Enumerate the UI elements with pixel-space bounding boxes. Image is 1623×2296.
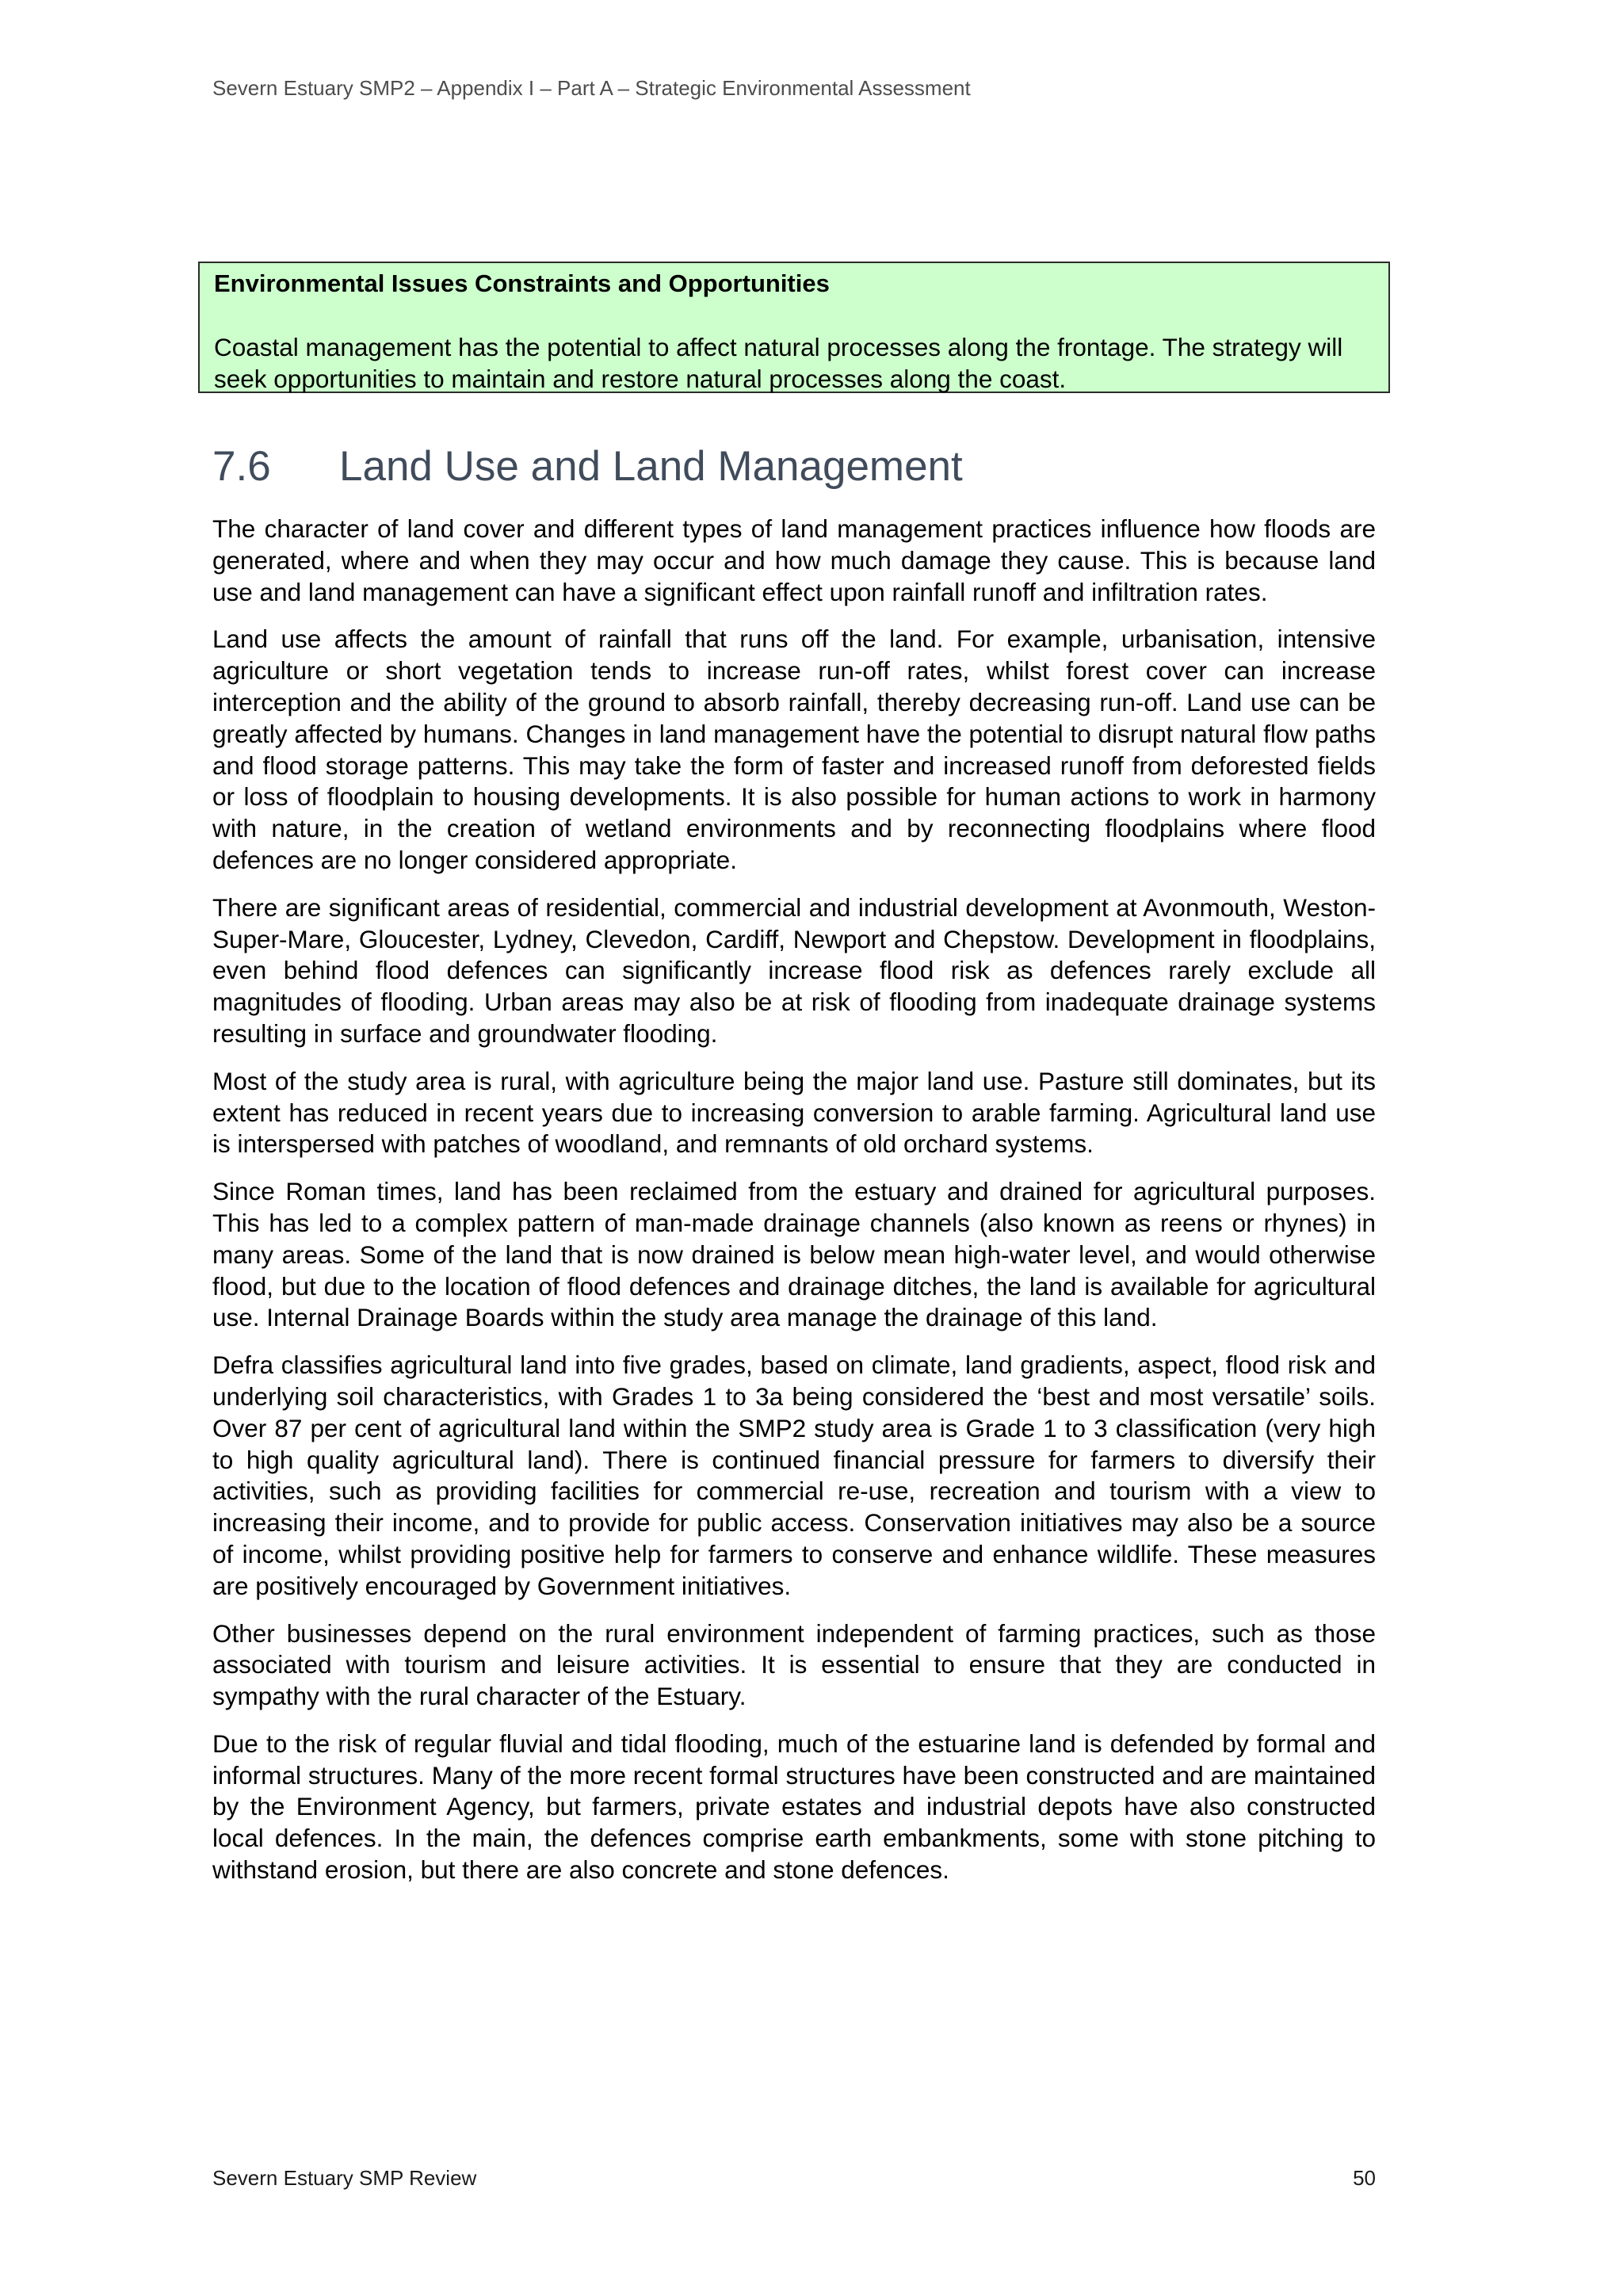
body-paragraph: There are significant areas of residential, commercial and industrial development at Avonmouth, Weston-Super-Mare, Gloucester, Lydney, Clevedon, Cardiff, Newport and Chepstow. Development in floodplains, even behind flood defences can significantly increase flood risk as defences rarely exclude all magnitudes of flooding. Urban areas may also be at risk of flooding from inadequate drainage systems resulting in surface and groundwater flooding. [212, 892, 1376, 1048]
body-paragraph: The character of land cover and different types of land management practices influence how floods are generated, where and when they may occur and how much damage they cause. This is because land use and land management can have a significant effect upon rainfall runoff and infiltration rates. [212, 514, 1376, 606]
running-footer [212, 2166, 1376, 2191]
page-number: 50 [1353, 2166, 1376, 2190]
body-paragraph: Defra classifies agricultural land into five grades, based on climate, land gradients, aspect, flood risk and underlying soil characteristics, with Grades 1 to 3a being considered the ‘best and most versatile’ soils. Over 87 per cent of agricultural land within the SMP2 study area is Grade 1 to 3 classification (very high to high quality agricultural land). There is continued financial pressure for farmers to diversify their activities, such as providing facilities for commercial re-use, recreation and tourism with a view to increasing their income, and to provide for public access. Conservation initiatives may also be a source of income, whilst providing positive help for farmers to conserve and enhance wildlife. These measures are positively encouraged by Government initiatives. [212, 1350, 1376, 1600]
body-paragraph: Due to the risk of regular fluvial and tidal flooding, much of the estuarine land is defended by formal and informal structures. Many of the more recent formal structures have been constructed and are maintained by the Environment Agency, but farmers, private estates and industrial depots have also constructed local defences. In the main, the defences comprise earth embankments, some with stone pitching to withstand erosion, but there are also concrete and stone defences. [212, 1729, 1376, 1885]
body-paragraph: Land use affects the amount of rainfall that runs off the land. For example, urbanisation, intensive agriculture or short vegetation tends to increase run-off rates, whilst forest cover can increase interception and the ability of the ground to absorb rainfall, thereby decreasing run-off. Land use can be greatly affected by humans. Changes in land management have the potential to disrupt natural flow paths and flood storage patterns. This may take the form of faster and increased runoff from deforested fields or loss of floodplain to housing developments. It is also possible for human actions to work in harmony with nature, in the creation of wetland environments and by reconnecting floodplains where flood defences are no longer considered appropriate. [212, 625, 1376, 874]
section-body [212, 514, 1376, 1902]
issues-box-title: Environmental Issues Constraints and Opportunities [214, 269, 830, 297]
body-paragraph: Since Roman times, land has been reclaimed from the estuary and drained for agricultural purposes. This has led to a complex pattern of man-made drainage channels (also known as reens or rhynes) in many areas. Some of the land that is now drained is below mean high-water level, and would otherwise flood, but due to the location of flood defences and drainage ditches, the land is available for agricultural use. Internal Drainage Boards within the study area manage the drainage of this land. [212, 1177, 1376, 1332]
running-header: Severn Estuary SMP2 – Appendix I – Part A – Strategic Environmental Assessment [212, 76, 971, 100]
section-title: Land Use and Land Management [339, 443, 963, 490]
body-paragraph: Other businesses depend on the rural environment independent of farming practices, such as those associated with tourism and leisure activities. It is essential to ensure that they are conducted in sympathy with the rural character of the Estuary. [212, 1618, 1376, 1711]
footer-title: Severn Estuary SMP Review [212, 2166, 477, 2190]
issues-box-text: Coastal management has the potential to affect natural processes along the frontage. The strategy will seek opportunities to maintain and restore natural processes along the coast. [214, 333, 1343, 393]
section-number: 7.6 [212, 443, 271, 490]
environmental-issues-box [198, 262, 1390, 393]
section-heading [212, 442, 963, 491]
body-paragraph: Most of the study area is rural, with agriculture being the major land use. Pasture still dominates, but its extent has reduced in recent years due to increasing conversion to arable farming. Agricultural land use is interspersed with patches of woodland, and remnants of old orchard systems. [212, 1066, 1376, 1159]
